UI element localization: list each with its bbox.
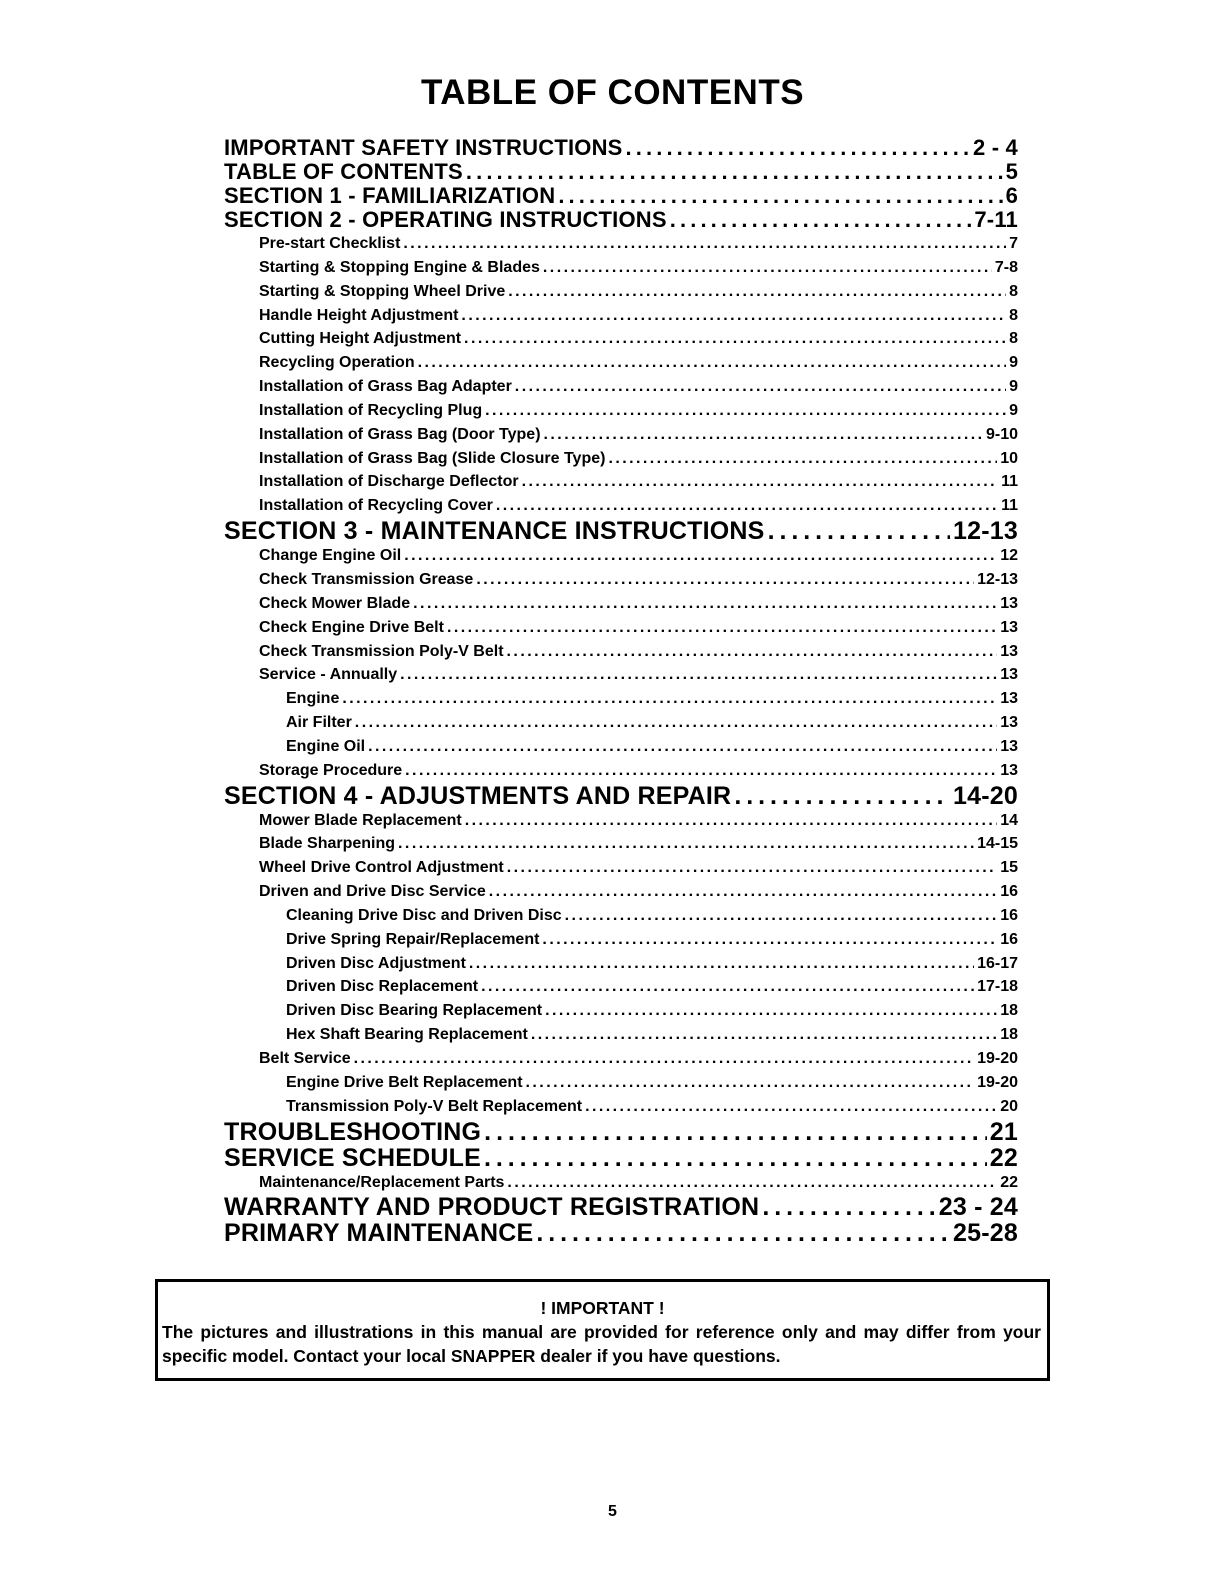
toc-entry: [224, 663, 1018, 687]
toc-entry: [224, 880, 1018, 904]
dot-leader: [544, 423, 983, 447]
toc-entry-page: 2 - 4: [972, 135, 1018, 160]
toc-entry-page: 7: [1009, 235, 1018, 252]
dot-leader: [489, 880, 997, 904]
dot-leader: [413, 592, 997, 616]
toc-entry-title: Maintenance/Replacement Parts: [259, 1173, 505, 1191]
toc-entry-page: 14: [1000, 811, 1018, 829]
toc-entry-page: 25-28: [953, 1219, 1018, 1248]
toc-entry-page: 11: [1001, 473, 1018, 491]
toc-entry-page: 8: [1009, 330, 1018, 348]
toc-entry-title: Driven and Drive Disc Service: [259, 883, 486, 901]
toc-entry: [224, 351, 1018, 375]
dot-leader: [461, 304, 1006, 328]
toc-entry: [224, 518, 1018, 544]
toc-entry: [224, 904, 1018, 928]
dot-leader: [404, 544, 997, 568]
notice-heading: ! IMPORTANT !: [540, 1298, 665, 1318]
toc-entry-title: Engine Oil: [286, 737, 366, 755]
dot-leader: [398, 832, 974, 856]
dot-leader: [670, 208, 972, 232]
dot-leader: [543, 256, 992, 280]
toc-entry-title: Transmission Poly-V Belt Replacement: [286, 1097, 583, 1115]
toc-entry: [224, 256, 1018, 280]
dot-leader: [585, 1095, 997, 1119]
toc-entry-title: TABLE OF CONTENTS: [224, 159, 463, 184]
toc-entry-page: 12-13: [953, 517, 1018, 546]
toc-entry: [224, 832, 1018, 856]
toc-entry: [224, 399, 1018, 423]
toc-entry-title: Installation of Grass Bag (Slide Closure Type): [259, 449, 606, 467]
toc-entry-title: Installation of Grass Bag (Door Type): [259, 425, 541, 443]
toc-entry: [224, 327, 1018, 351]
toc-entry-page: 8: [1009, 282, 1018, 300]
toc-entry-title: SECTION 1 - FAMILIARIZATION: [224, 183, 556, 208]
dot-leader: [526, 1071, 975, 1095]
toc-entry-title: Installation of Recycling Cover: [259, 497, 493, 515]
toc-entry: [224, 592, 1018, 616]
toc-entry-page: 5: [1005, 159, 1018, 184]
toc-entry: [224, 136, 1018, 160]
toc-entry: [224, 470, 1018, 494]
toc-entry-page: 13: [1000, 594, 1018, 612]
toc-entry-page: 12-13: [977, 570, 1018, 588]
dot-leader: [342, 687, 997, 711]
dot-leader: [355, 711, 997, 735]
dot-leader: [508, 280, 1006, 304]
toc-entry-title: Driven Disc Adjustment: [286, 954, 466, 972]
toc-entry-title: Driven Disc Replacement: [286, 978, 479, 996]
toc-entry-title: Drive Spring Repair/Replacement: [286, 930, 540, 948]
toc-entry: [224, 640, 1018, 664]
toc-entry-title: Handle Height Adjustment: [259, 306, 459, 324]
toc-entry-title: Storage Procedure: [259, 761, 403, 779]
dot-leader: [485, 399, 1006, 423]
dot-leader: [496, 494, 998, 518]
toc-entry-page: 22: [989, 1143, 1018, 1172]
toc-entry-title: Check Transmission Grease: [259, 570, 474, 588]
toc-entry: [224, 184, 1018, 208]
toc-entry-title: Starting & Stopping Engine & Blades: [259, 258, 540, 276]
dot-leader: [368, 735, 997, 759]
dot-leader: [447, 616, 997, 640]
dot-leader: [466, 160, 1003, 184]
dot-leader: [515, 375, 1006, 399]
dot-leader: [558, 184, 1002, 208]
toc-entry-title: Recycling Operation: [259, 354, 415, 372]
toc-entry-title: SERVICE SCHEDULE: [224, 1143, 481, 1172]
toc-entry: [224, 711, 1018, 735]
toc-entry-page: 13: [1000, 761, 1018, 779]
dot-leader: [484, 1119, 987, 1145]
toc-entry-page: 13: [1000, 737, 1018, 755]
toc-entry-page: 18: [1000, 1026, 1018, 1044]
toc-entry-title: Cutting Height Adjustment: [259, 330, 462, 348]
toc-entry-title: Cleaning Drive Disc and Driven Disc: [286, 906, 562, 924]
toc-entry: [224, 423, 1018, 447]
toc-entry-page: 7-8: [994, 258, 1018, 276]
toc-entry-title: Blade Sharpening: [259, 835, 396, 853]
toc-entry-title: Check Engine Drive Belt: [259, 618, 444, 636]
toc-entry-title: Hex Shaft Bearing Replacement: [286, 1026, 528, 1044]
dot-leader: [626, 136, 970, 160]
toc-entry-page: 9-10: [985, 425, 1018, 443]
toc-entry: [224, 568, 1018, 592]
important-notice-box: [155, 1279, 1050, 1381]
toc-entry-title: Mower Blade Replacement: [259, 811, 462, 829]
toc-entry: [224, 1194, 1018, 1220]
toc-entry-page: 16-17: [977, 954, 1018, 972]
toc-entry-page: 10: [1000, 449, 1018, 467]
toc-entry-title: IMPORTANT SAFETY INSTRUCTIONS: [224, 135, 623, 160]
toc-entry: [224, 783, 1018, 809]
toc-entry-page: 20: [1000, 1097, 1018, 1115]
toc-entry: [224, 1220, 1018, 1246]
toc-entry: [224, 232, 1018, 256]
toc-entry: [224, 975, 1018, 999]
dot-leader: [507, 640, 998, 664]
toc-entry-page: 8: [1009, 306, 1018, 324]
dot-leader: [522, 470, 998, 494]
dot-leader: [542, 928, 997, 952]
toc-entry: [224, 1023, 1018, 1047]
page-title: TABLE OF CONTENTS: [420, 73, 805, 112]
dot-leader: [768, 518, 950, 544]
dot-leader: [536, 1220, 950, 1246]
toc-entry: [224, 1145, 1018, 1171]
page-number: 5: [608, 1503, 617, 1520]
toc-entry: [224, 1119, 1018, 1145]
dot-leader: [484, 1145, 987, 1171]
toc-entry-title: Engine: [286, 690, 340, 708]
toc-entry: [224, 544, 1018, 568]
dot-leader: [405, 759, 997, 783]
toc-entry-title: Air Filter: [286, 714, 352, 732]
toc-entry-page: 13: [1000, 618, 1018, 636]
toc-entry-title: PRIMARY MAINTENANCE: [224, 1219, 534, 1248]
toc-entry-title: SECTION 2 - OPERATING INSTRUCTIONS: [224, 207, 667, 232]
dot-leader: [476, 568, 974, 592]
toc-entry: [224, 928, 1018, 952]
toc-entry: [224, 999, 1018, 1023]
dot-leader: [608, 447, 997, 471]
dot-leader: [464, 327, 1006, 351]
toc-entry-page: 6: [1005, 183, 1018, 208]
toc-entry: [224, 952, 1018, 976]
toc-entry: [224, 759, 1018, 783]
toc-entry: [224, 160, 1018, 184]
toc-entry-page: 12: [1000, 547, 1018, 565]
toc-entry: [224, 208, 1018, 232]
toc-entry-page: 13: [1000, 642, 1018, 660]
toc-entry-page: 16: [1000, 930, 1018, 948]
toc-entry-title: Service - Annually: [259, 666, 398, 684]
toc-entry: [224, 1071, 1018, 1095]
dot-leader: [507, 856, 997, 880]
toc-entry-page: 16: [1000, 906, 1018, 924]
toc-entry: [224, 856, 1018, 880]
table-of-contents: [224, 136, 1018, 1246]
toc-entry-page: 14-15: [977, 835, 1018, 853]
toc-entry-page: 23 - 24: [938, 1193, 1018, 1222]
toc-entry-page: 21: [989, 1117, 1018, 1146]
toc-entry: [224, 1047, 1018, 1071]
toc-entry-title: Engine Drive Belt Replacement: [286, 1073, 523, 1091]
toc-entry-title: Installation of Grass Bag Adapter: [259, 378, 512, 396]
dot-leader: [465, 809, 997, 833]
toc-entry-page: 17-18: [977, 978, 1018, 996]
toc-entry-title: Installation of Recycling Plug: [259, 401, 483, 419]
dot-leader: [403, 232, 1006, 256]
toc-entry-page: 11: [1001, 497, 1018, 515]
toc-entry-title: SECTION 3 - MAINTENANCE INSTRUCTIONS: [224, 517, 765, 546]
dot-leader: [400, 663, 997, 687]
toc-entry: [224, 447, 1018, 471]
toc-entry-title: WARRANTY AND PRODUCT REGISTRATION: [224, 1193, 760, 1222]
dot-leader: [762, 1194, 935, 1220]
toc-entry-page: 7-11: [974, 207, 1018, 232]
toc-entry: [224, 735, 1018, 759]
toc-entry-page: 13: [1000, 714, 1018, 732]
toc-entry-title: Wheel Drive Control Adjustment: [259, 859, 504, 877]
toc-entry-title: Driven Disc Bearing Replacement: [286, 1002, 543, 1020]
toc-entry-title: Starting & Stopping Wheel Drive: [259, 282, 506, 300]
toc-entry-page: 22: [1000, 1173, 1018, 1191]
toc-entry-title: Change Engine Oil: [259, 547, 402, 565]
toc-entry-page: 18: [1000, 1002, 1018, 1020]
toc-entry-title: Pre-start Checklist: [259, 235, 401, 252]
toc-entry: [224, 304, 1018, 328]
dot-leader: [734, 783, 950, 809]
toc-entry-title: Check Transmission Poly-V Belt: [259, 642, 504, 660]
toc-entry-page: 19-20: [977, 1073, 1018, 1091]
toc-entry-page: 16: [1000, 883, 1018, 901]
toc-entry-page: 9: [1009, 354, 1018, 372]
toc-entry-page: 13: [1000, 666, 1018, 684]
dot-leader: [354, 1047, 974, 1071]
toc-entry-page: 9: [1009, 401, 1018, 419]
toc-entry-page: 9: [1009, 378, 1018, 396]
toc-entry: [224, 687, 1018, 711]
toc-entry: [224, 616, 1018, 640]
toc-entry: [224, 494, 1018, 518]
toc-entry-page: 14-20: [953, 781, 1018, 810]
dot-leader: [545, 999, 997, 1023]
toc-entry: [224, 809, 1018, 833]
dot-leader: [418, 351, 1007, 375]
toc-entry-title: Belt Service: [259, 1050, 351, 1067]
dot-leader: [531, 1023, 997, 1047]
notice-text: The pictures and illustrations in this manual are provided for reference only and may differ from your specific model. Contact your local SNAPPER dealer if you have questions.: [162, 1322, 1041, 1366]
toc-entry-page: 19-20: [977, 1050, 1018, 1067]
toc-entry-title: TROUBLESHOOTING: [224, 1117, 482, 1146]
toc-entry: [224, 1095, 1018, 1119]
toc-entry-title: Installation of Discharge Deflector: [259, 473, 519, 491]
dot-leader: [507, 1171, 997, 1195]
dot-leader: [565, 904, 998, 928]
dot-leader: [469, 952, 974, 976]
toc-entry-title: SECTION 4 - ADJUSTMENTS AND REPAIR: [224, 781, 732, 810]
toc-entry-page: 13: [1000, 690, 1018, 708]
toc-entry: [224, 1171, 1018, 1195]
toc-entry-page: 15: [1000, 859, 1018, 877]
toc-entry-title: Check Mower Blade: [259, 594, 411, 612]
dot-leader: [481, 975, 974, 999]
toc-entry: [224, 375, 1018, 399]
toc-entry: [224, 280, 1018, 304]
